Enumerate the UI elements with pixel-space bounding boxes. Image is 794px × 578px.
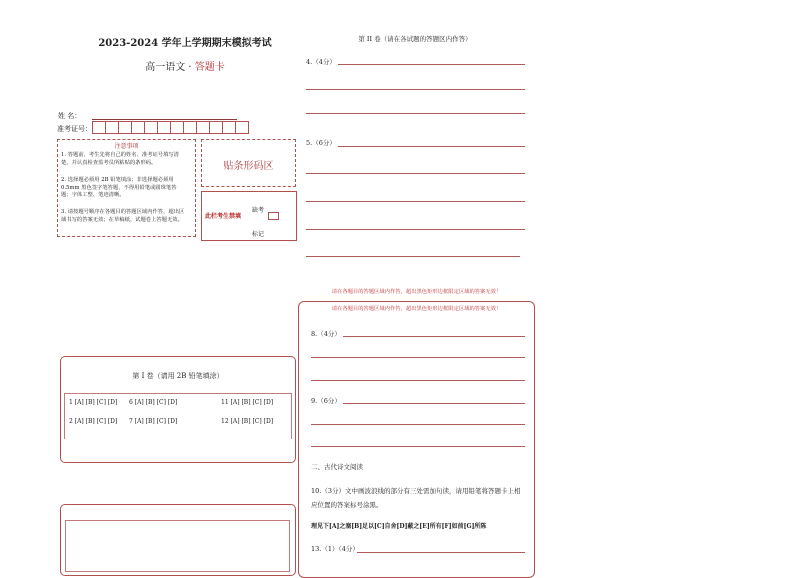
- name-label: 姓 名：: [58, 112, 82, 120]
- answer-line[interactable]: [311, 380, 525, 381]
- section1-title: 第 I 卷（请用 2B 铅笔填涂）: [132, 372, 224, 380]
- exam-id-box[interactable]: [118, 121, 132, 134]
- exam-id-box[interactable]: [144, 121, 158, 134]
- exam-id-box[interactable]: [183, 121, 197, 134]
- page-subtitle: [120, 58, 250, 73]
- boundary-warning-inner: 请在各题目的答题区域内作答，超出黑色矩形边框限定区域的答案无效！: [331, 306, 502, 312]
- exam-id-boxes: [92, 121, 248, 134]
- answer-line[interactable]: [306, 173, 525, 174]
- answer-line[interactable]: [306, 229, 525, 230]
- exam-id-box[interactable]: [235, 121, 249, 134]
- answer-line[interactable]: [306, 201, 525, 202]
- answer-line[interactable]: [306, 89, 525, 90]
- question-4-label: 4.（4分）: [306, 58, 336, 66]
- choice-row-2-q12[interactable]: 12 [A] [B] [C] [D]: [221, 418, 274, 425]
- question-9-label: 9.（6分）: [311, 397, 341, 405]
- section2-title: 第 II 卷（请在各试题的答题区内作答）: [358, 35, 472, 43]
- answer-area-lower-left[interactable]: [65, 520, 290, 572]
- subtitle-highlight: 答题卡: [194, 62, 225, 73]
- answer-line[interactable]: [343, 336, 525, 337]
- exam-id-box[interactable]: [170, 121, 184, 134]
- answer-line[interactable]: [311, 424, 525, 425]
- question-5-label: 5.（6分）: [306, 139, 336, 147]
- absent-top-label: 缺考: [252, 207, 265, 214]
- subtitle-prefix: 高一语文 ·: [145, 62, 195, 73]
- answer-line[interactable]: [343, 403, 525, 404]
- question-13-label: 13.（1）（4分）: [311, 545, 359, 553]
- exam-id-label: 准考证号：: [57, 125, 92, 133]
- exam-id-box[interactable]: [92, 121, 106, 134]
- page-title: 2023-2024 学年上学期期末模拟考试: [98, 38, 272, 49]
- exam-id-box[interactable]: [209, 121, 223, 134]
- choice-row-1-q6[interactable]: 6 [A] [B] [C] [D]: [129, 399, 178, 406]
- answer-line[interactable]: [306, 256, 520, 257]
- notice-item-2: 2. 选择题必须用 2B 铅笔填涂；非选择题必须用 0.5mm 黑色签字笔答题，不得用铅笔或圆珠笔答题；字体工整、笔迹清晰。: [61, 177, 177, 198]
- choice-row-2-q7[interactable]: 7 [A] [B] [C] [D]: [129, 418, 178, 425]
- barcode-label: 贴条形码区: [223, 161, 274, 172]
- question-10-options[interactable]: 理见下[A]之塞[B]足以[C]自舍[D]蔽之[E]所有[F]如前[G]所陈: [311, 523, 487, 530]
- answer-line[interactable]: [311, 446, 525, 447]
- exam-id-box[interactable]: [105, 121, 119, 134]
- exam-id-box[interactable]: [196, 121, 210, 134]
- absent-bottom-label: 标记: [252, 231, 265, 238]
- exam-id-box[interactable]: [157, 121, 171, 134]
- answer-line[interactable]: [338, 146, 525, 147]
- answer-line[interactable]: [338, 64, 525, 65]
- choice-row-1-q1[interactable]: 1 [A] [B] [C] [D]: [69, 399, 118, 406]
- choice-row-2-q2[interactable]: 2 [A] [B] [C] [D]: [69, 418, 118, 425]
- answer-box-right: [298, 301, 535, 578]
- answer-line[interactable]: [311, 357, 525, 358]
- notice-item-3: 3. 请按题号顺序在各题目的答题区域内作答，超出区域书写的答案无效；在草稿纸、试题卷上答题无效。: [61, 209, 185, 223]
- notice-title: 注意事项: [114, 143, 139, 150]
- boundary-warning-top: 请在各题目的答题区域内作答，超出黑色矩形边框限定区域的答案无效！: [331, 289, 502, 295]
- answer-line[interactable]: [357, 552, 525, 553]
- name-field[interactable]: [92, 119, 237, 120]
- notice-item-1: 1. 答题前，考生先将自己的姓名、准考证号填写清楚，并认真检查监考员所粘贴的条形码。: [61, 152, 179, 166]
- choice-row-1-q11[interactable]: 11 [A] [B] [C] [D]: [221, 399, 274, 406]
- question-8-label: 8.（4分）: [311, 330, 341, 338]
- absent-notice: 此栏考生禁填: [205, 213, 242, 220]
- exam-id-box[interactable]: [131, 121, 145, 134]
- exam-id-box[interactable]: [222, 121, 236, 134]
- section-heading-classical: 二、古代诗文阅读: [311, 463, 363, 471]
- answer-line[interactable]: [306, 113, 525, 114]
- question-10-text: 10.（3分）文中画波浪线的部分有三处需加句读，请用铅笔将答题卡上相应位置的答案标号涂黑。: [311, 487, 521, 509]
- absent-checkbox[interactable]: [268, 212, 279, 220]
